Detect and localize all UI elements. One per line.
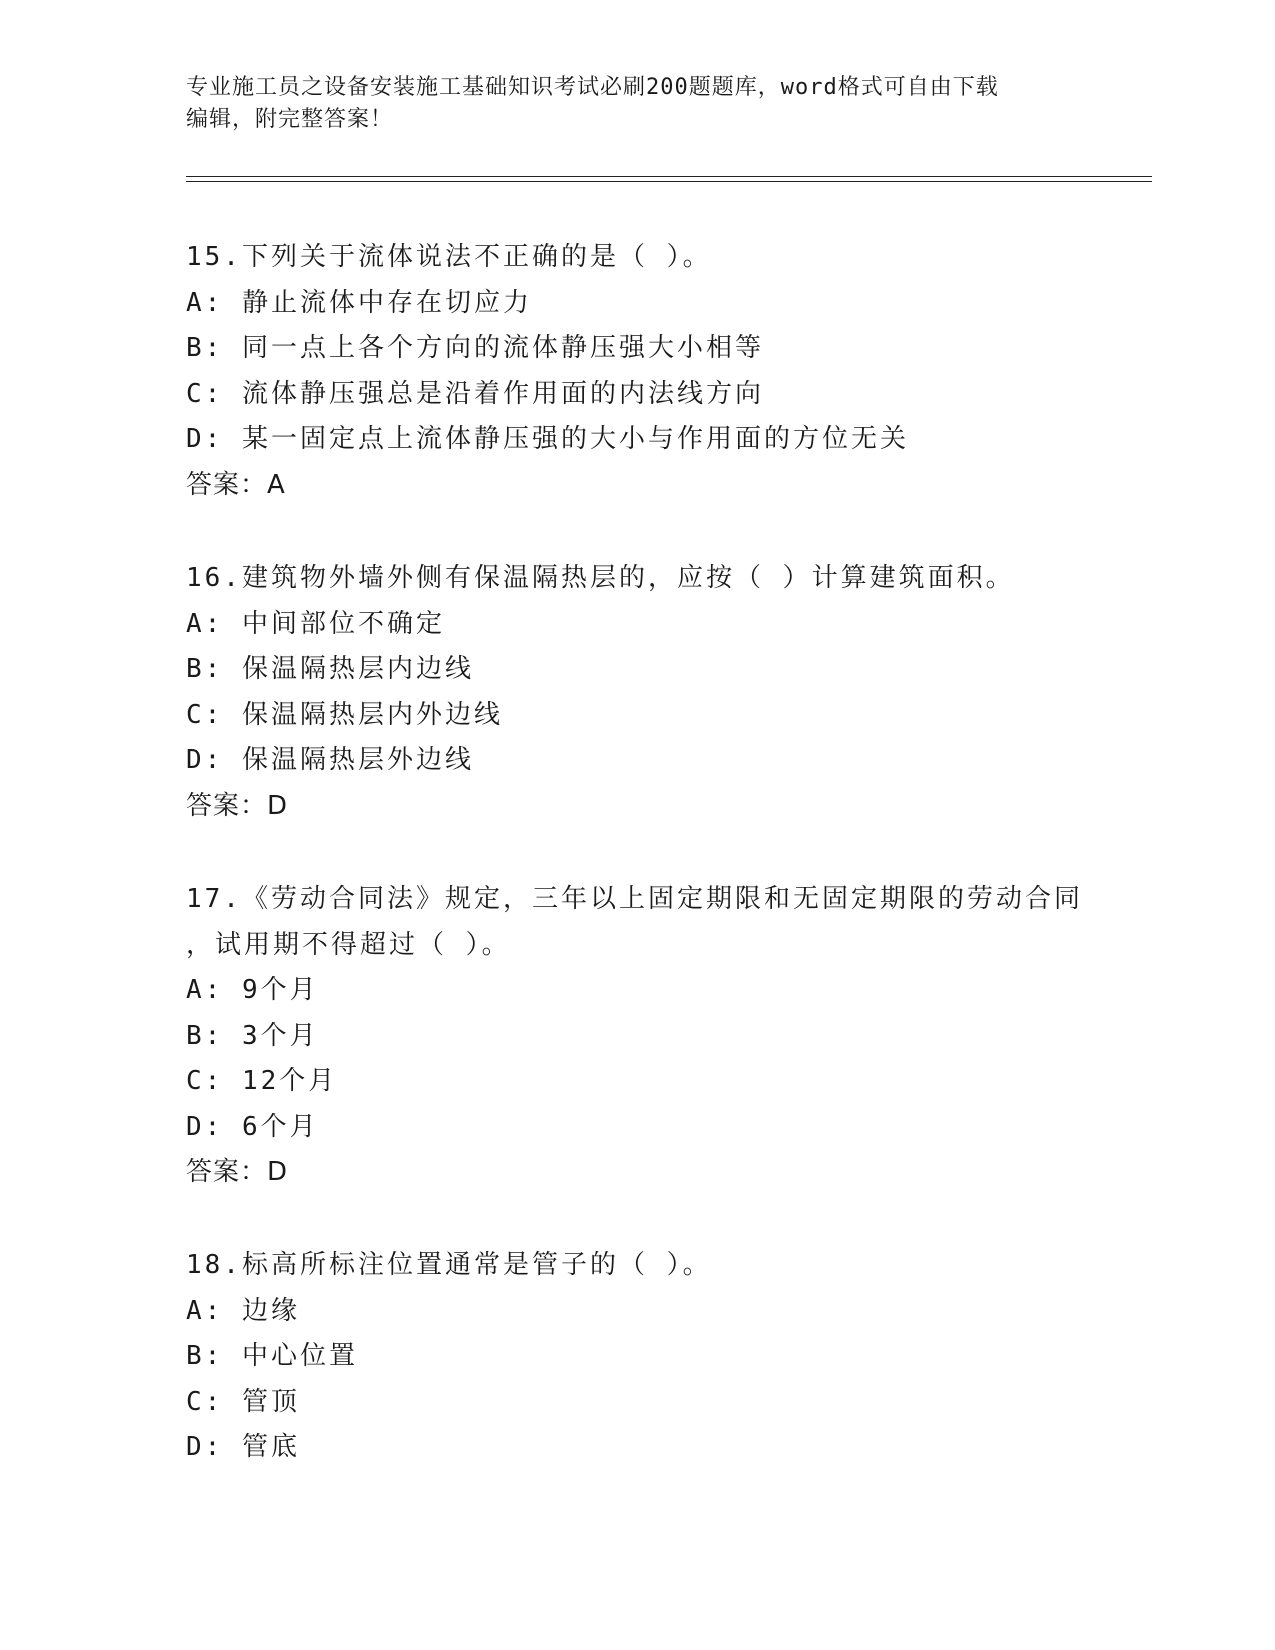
header-divider-bottom [186,181,1152,182]
option-b: B: 同一点上各个方向的流体静压强大小相等 [186,333,764,363]
option-a: A: 边缘 [186,1295,300,1326]
header-line-2: 编辑，附完整答案！ [186,107,394,132]
option-a: A: 静止流体中存在切应力 [186,287,532,318]
header-divider-top [186,176,1152,177]
option-c: C: 保温隔热层内外边线 [186,699,503,730]
option-c: C: 管顶 [186,1386,300,1417]
answer: 答案：D [186,1157,289,1187]
question-15 [186,235,1152,508]
option-d: D: 6个月 [186,1111,319,1142]
option-b: B: 3个月 [186,1020,319,1051]
option-c: C: 流体静压强总是沿着作用面的内法线方向 [186,378,764,409]
option-d: D: 管底 [186,1432,300,1462]
question-18 [186,1243,1152,1471]
answer: 答案：A [186,469,286,500]
question-16 [186,556,1152,829]
option-a: A: 9个月 [186,975,319,1005]
question-stem: 15.下列关于流体说法不正确的是（ ）。 [186,242,712,272]
option-d: D: 保温隔热层外边线 [186,745,474,775]
option-b: B: 中心位置 [186,1341,358,1371]
question-stem: 18.标高所标注位置通常是管子的（ ）。 [186,1250,712,1280]
option-a: A: 中间部位不确定 [186,608,445,639]
answer: 答案：D [186,790,289,821]
header-line-1: 专业施工员之设备安装施工基础知识考试必刷200题题库，word格式可自由下载 [186,75,999,100]
question-stem: 17.《劳动合同法》规定，三年以上固定期限和无固定期限的劳动合同 [186,884,1083,914]
document-header [186,72,1066,136]
question-stem: 16.建筑物外墙外侧有保温隔热层的，应按（ ）计算建筑面积。 [186,563,1015,593]
option-b: B: 保温隔热层内边线 [186,654,474,684]
option-c: C: 12个月 [186,1066,338,1096]
option-d: D: 某一固定点上流体静压强的大小与作用面的方位无关 [186,424,909,454]
question-stem-continued: ，试用期不得超过（ ）。 [186,929,511,960]
question-17 [186,877,1152,1196]
